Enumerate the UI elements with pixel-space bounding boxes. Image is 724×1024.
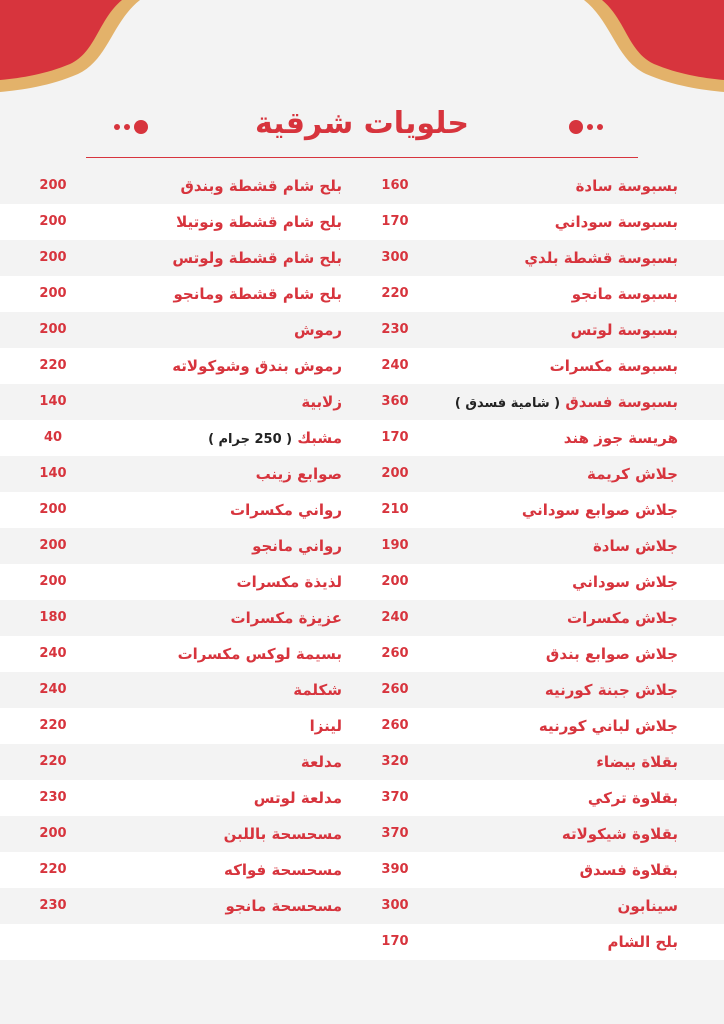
item-price: 210 xyxy=(381,502,409,517)
item-note: ( شامية فسدق ) xyxy=(454,396,561,411)
item-name-text: عزيزة مكسرات xyxy=(230,609,342,627)
item-name xyxy=(378,600,678,636)
item-name xyxy=(92,708,342,744)
item-price: 170 xyxy=(381,214,409,229)
item-name-text: بسبوسة لوتس xyxy=(570,321,678,339)
item-price: 370 xyxy=(381,790,409,805)
item-name-text: مدلعة xyxy=(300,753,342,771)
item-price: 160 xyxy=(381,178,409,193)
page-title: حلويات شرقية xyxy=(254,106,470,141)
item-name-text: بسبوسة سوداني xyxy=(554,213,678,231)
item-price: 200 xyxy=(39,538,67,553)
menu-row xyxy=(0,456,724,492)
item-name-text: بلح شام قشطة وبندق xyxy=(180,177,342,195)
item-price: 140 xyxy=(39,394,67,409)
item-name xyxy=(92,240,342,276)
item-name-text: جلاش لباني كورنيه xyxy=(538,717,678,735)
item-price: 230 xyxy=(39,898,67,913)
menu-list xyxy=(0,168,724,960)
item-name-text: زلابية xyxy=(301,393,342,411)
item-name-text: مشبك xyxy=(297,429,342,447)
item-price: 140 xyxy=(39,466,67,481)
item-name-text: بسبوسة مانجو xyxy=(571,285,678,303)
item-price: 220 xyxy=(381,286,409,301)
item-price: 220 xyxy=(39,718,67,733)
item-name-text: بسيمة لوكس مكسرات xyxy=(177,645,342,663)
item-name xyxy=(92,528,342,564)
menu-row xyxy=(0,420,724,456)
item-name xyxy=(378,384,678,420)
menu-row xyxy=(0,312,724,348)
item-price: 200 xyxy=(39,574,67,589)
menu-row xyxy=(0,168,724,204)
item-price: 240 xyxy=(39,682,67,697)
menu-row xyxy=(0,384,724,420)
item-name-text: لينزا xyxy=(309,717,342,735)
menu-row xyxy=(0,888,724,924)
item-price: 170 xyxy=(381,430,409,445)
item-name-text: رواني مانجو xyxy=(252,537,342,555)
item-price: 230 xyxy=(39,790,67,805)
item-price: 180 xyxy=(39,610,67,625)
item-name xyxy=(92,600,342,636)
item-name xyxy=(92,672,342,708)
item-name xyxy=(378,852,678,888)
item-name xyxy=(378,780,678,816)
item-price: 230 xyxy=(381,322,409,337)
item-name-text: بقلاوة شيكولاته xyxy=(561,825,678,843)
item-price: 220 xyxy=(39,358,67,373)
item-name xyxy=(378,528,678,564)
item-name-text: بقلاوة تركي xyxy=(587,789,678,807)
item-name-text: هريسة جوز هند xyxy=(563,429,678,447)
item-name xyxy=(92,852,342,888)
item-price: 200 xyxy=(381,466,409,481)
item-price: 300 xyxy=(381,898,409,913)
item-name-text: بلح شام قشطة ومانجو xyxy=(173,285,342,303)
menu-row xyxy=(0,276,724,312)
item-name-text: مسحسحة مانجو xyxy=(225,897,342,915)
item-name xyxy=(92,168,342,204)
item-price: 200 xyxy=(39,250,67,265)
item-price: 360 xyxy=(381,394,409,409)
item-price: 220 xyxy=(39,862,67,877)
item-name-text: جلاش صوابع سوداني xyxy=(521,501,678,519)
item-name xyxy=(92,564,342,600)
item-name-text: جلاش سادة xyxy=(592,537,678,555)
menu-row xyxy=(0,348,724,384)
menu-row xyxy=(0,672,724,708)
item-name-text: بلح شام قشطة ونوتيلا xyxy=(176,213,342,231)
item-price: 240 xyxy=(39,646,67,661)
item-price: 240 xyxy=(381,358,409,373)
item-name xyxy=(378,276,678,312)
item-price: 190 xyxy=(381,538,409,553)
item-name xyxy=(378,348,678,384)
item-name-text: شكلمة xyxy=(293,681,342,699)
item-name-text: سينابون xyxy=(617,897,678,915)
item-price: 200 xyxy=(39,502,67,517)
item-price: 260 xyxy=(381,718,409,733)
menu-row xyxy=(0,744,724,780)
item-name xyxy=(92,888,342,924)
item-name xyxy=(92,780,342,816)
item-name xyxy=(378,204,678,240)
item-name-text: بقلاة بيضاء xyxy=(596,753,678,771)
item-name-text: بسبوسة سادة xyxy=(575,177,678,195)
menu-row xyxy=(0,492,724,528)
item-name xyxy=(378,672,678,708)
title-underline xyxy=(86,157,638,158)
item-name xyxy=(378,168,678,204)
title-dots-right xyxy=(569,120,603,134)
item-name xyxy=(378,240,678,276)
menu-row xyxy=(0,924,724,960)
menu-row xyxy=(0,636,724,672)
item-name-text: جلاش صوابع بندق xyxy=(545,645,678,663)
item-name-text: بلح شام قشطة ولوتس xyxy=(172,249,342,267)
item-name xyxy=(378,492,678,528)
item-price: 200 xyxy=(381,574,409,589)
item-name-text: مدلعة لوتس xyxy=(253,789,342,807)
menu-row xyxy=(0,780,724,816)
menu-row xyxy=(0,564,724,600)
item-name-text: مسحسحة فواكه xyxy=(224,861,342,879)
item-name-text: مسحسحة باللبن xyxy=(223,825,342,843)
item-name-text: بسبوسة فسدق xyxy=(565,393,678,411)
item-name-text: رواني مكسرات xyxy=(230,501,342,519)
item-name xyxy=(92,276,342,312)
item-name xyxy=(92,348,342,384)
item-name-text: رموش بندق وشوكولاته xyxy=(172,357,342,375)
item-name xyxy=(92,312,342,348)
menu-row xyxy=(0,600,724,636)
item-name xyxy=(92,420,342,456)
menu-row xyxy=(0,852,724,888)
item-price: 40 xyxy=(43,430,63,445)
item-name xyxy=(378,744,678,780)
item-name-text: جلاش جبنة كورنيه xyxy=(544,681,678,699)
item-price: 300 xyxy=(381,250,409,265)
item-name-text: بسبوسة مكسرات xyxy=(549,357,678,375)
menu-row xyxy=(0,528,724,564)
item-price: 320 xyxy=(381,754,409,769)
menu-row xyxy=(0,816,724,852)
item-name-text: جلاش كريمة xyxy=(587,465,678,483)
item-price: 220 xyxy=(39,754,67,769)
item-price: 170 xyxy=(381,934,409,949)
item-price: 200 xyxy=(39,322,67,337)
menu-row xyxy=(0,240,724,276)
item-price: 200 xyxy=(39,286,67,301)
item-name xyxy=(378,636,678,672)
item-name xyxy=(92,204,342,240)
item-name-text: بسبوسة قشطة بلدي xyxy=(524,249,678,267)
item-price: 260 xyxy=(381,682,409,697)
item-price: 200 xyxy=(39,826,67,841)
item-name-text: بلح الشام xyxy=(607,933,678,951)
item-price: 200 xyxy=(39,178,67,193)
item-price: 390 xyxy=(381,862,409,877)
item-name-text: رموش xyxy=(293,321,342,339)
item-name xyxy=(378,420,678,456)
item-price: 200 xyxy=(39,214,67,229)
item-name xyxy=(378,888,678,924)
menu-row xyxy=(0,204,724,240)
item-name-text: جلاش سوداني xyxy=(572,573,678,591)
item-name xyxy=(92,456,342,492)
title-area xyxy=(0,100,724,160)
item-price: 370 xyxy=(381,826,409,841)
item-price: 260 xyxy=(381,646,409,661)
item-name xyxy=(378,312,678,348)
item-price: 240 xyxy=(381,610,409,625)
item-name xyxy=(92,636,342,672)
item-name xyxy=(92,384,342,420)
item-name xyxy=(378,456,678,492)
item-name xyxy=(92,816,342,852)
item-name xyxy=(378,816,678,852)
item-note: ( 250 جرام ) xyxy=(208,432,293,447)
item-name-text: جلاش مكسرات xyxy=(567,609,678,627)
item-name-text: صوابع زينب xyxy=(255,465,342,483)
item-name xyxy=(378,564,678,600)
item-name xyxy=(92,492,342,528)
item-name-text: بقلاوة فسدق xyxy=(579,861,678,879)
item-name xyxy=(378,924,678,960)
item-name-text: لذيذة مكسرات xyxy=(236,573,342,591)
item-name xyxy=(92,744,342,780)
menu-row xyxy=(0,708,724,744)
item-name xyxy=(378,708,678,744)
